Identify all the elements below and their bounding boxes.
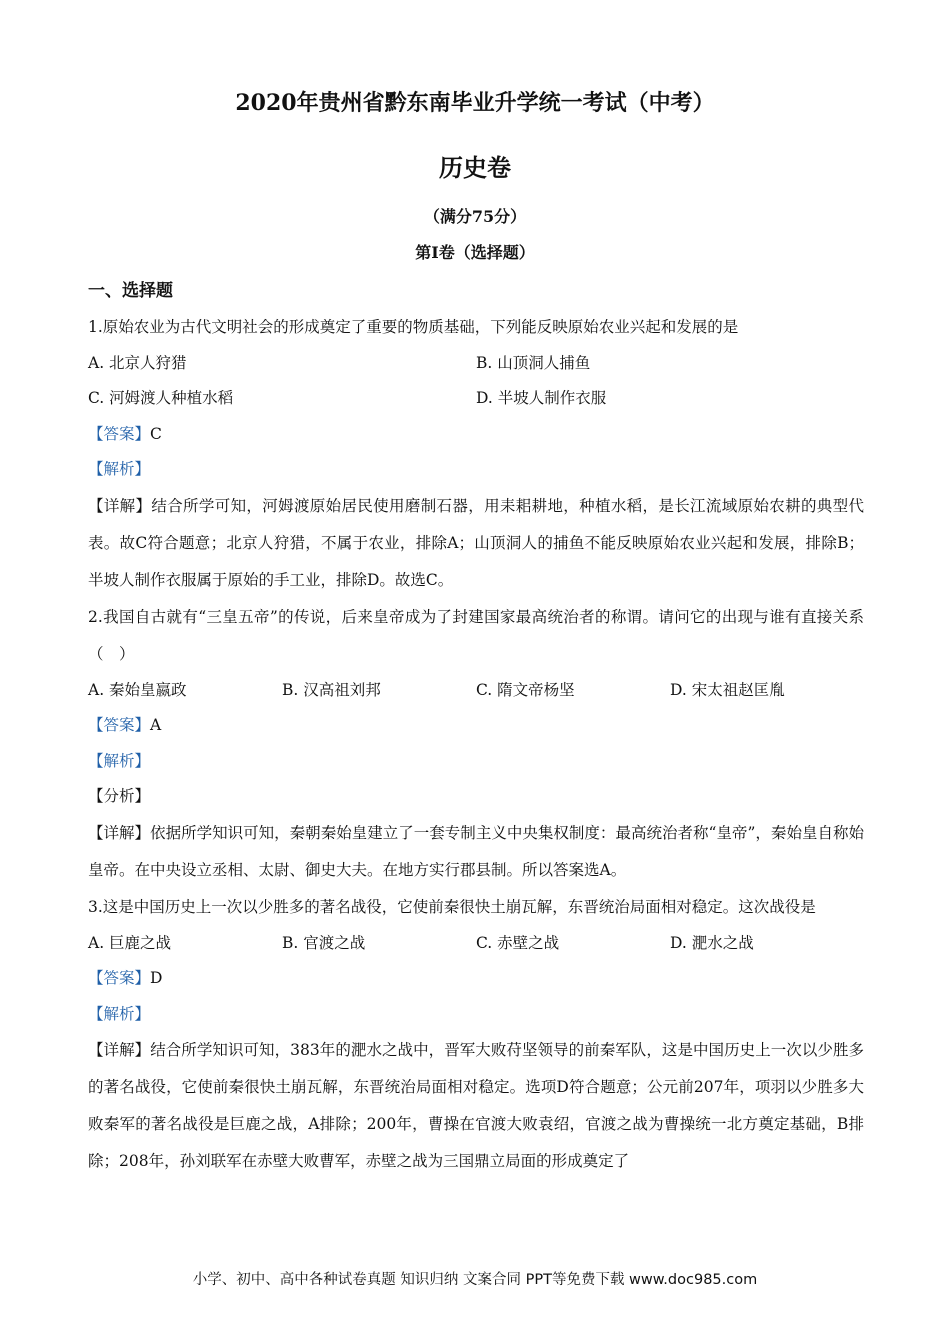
answer-tag: 【答案】 (88, 969, 151, 987)
answer-line (88, 417, 864, 453)
option-c: C. 赤壁之战 (476, 933, 560, 952)
option-b: B. 山顶洞人捕鱼 (476, 353, 591, 372)
option-d: D. 宋太祖赵匡胤 (670, 680, 785, 699)
option-row (88, 381, 864, 417)
question-list (88, 310, 864, 1180)
question-3 (88, 889, 864, 1181)
section-title: 一、选择题 (88, 281, 173, 301)
detail-text: 【详解】依据所学知识可知，秦朝秦始皇建立了一套专制主义中央集权制度：最高统治者称“皇帝”，秦始皇自称始皇帝。在中央设立丞相、太尉、御史大夫。在地方实行郡县制。所以答案选A。 (88, 823, 864, 879)
question-stem: 3.这是中国历史上一次以少胜多的著名战役，它使前秦很快土崩瓦解，东晋统治局面相对稳定。这次战役是 (88, 897, 816, 916)
footer-text: 小学、初中、高中各种试卷真题 知识归纳 文案合同 PPT等免费下载 www.doc985.com (192, 1272, 758, 1288)
answer-value: A (150, 716, 162, 734)
option-c: C. 隋文帝杨坚 (476, 680, 575, 699)
option-c: C. 河姆渡人种植水稻 (88, 389, 234, 407)
answer-line (88, 961, 864, 997)
fenxi-tag: 【分析】 (88, 787, 151, 805)
detail-text: 【详解】结合所学可知，河姆渡原始居民使用磨制石器，用耒耜耕地，种植水稻，是长江流域原始农耕的典型代表。故C符合题意；北京人狩猎，不属于农业，排除A；山顶洞人的捕鱼不能反映原始农业兴起和发展，排除B；半坡人制作衣服属于原始的手工业，排除D。故选C。 (88, 496, 864, 589)
analysis-tag: 【解析】 (88, 460, 151, 478)
answer-value: D (150, 969, 163, 987)
option-b: B. 汉高祖刘邦 (282, 680, 381, 699)
answer-tag: 【答案】 (88, 716, 151, 734)
exam-part: 第Ⅰ卷（选择题） (415, 243, 535, 262)
option-a: A. 北京人狩猎 (88, 353, 187, 372)
question-2 (88, 599, 864, 889)
option-row (88, 673, 864, 709)
option-row (88, 346, 864, 382)
question-1 (88, 310, 864, 599)
detail-text: 【详解】结合所学知识可知，383年的淝水之战中，晋军大败苻坚领导的前秦军队，这是中国历史上一次以少胜多的著名战役，它使前秦很快土崩瓦解，东晋统治局面相对稳定。选项D符合题意；公元前207年，项羽以少胜多大败秦军的著名战役是巨鹿之战，A排除；200年，曹操在官渡大败袁绍，官渡之战为曹操统一北方奠定基础，B排除；208年，孙刘联军在赤壁大败曹军，赤壁之战为三国鼎立局面的形成奠定了 (88, 1041, 864, 1170)
option-a: A. 秦始皇嬴政 (88, 680, 187, 699)
analysis-tag: 【解析】 (88, 751, 151, 770)
answer-line (88, 708, 864, 744)
analysis-tag: 【解析】 (88, 1004, 151, 1023)
answer-tag: 【答案】 (88, 424, 151, 443)
question-stem: 1.原始农业为古代文明社会的形成奠定了重要的物质基础，下列能反映原始农业兴起和发展的是 (88, 318, 739, 336)
exam-score: （满分75分） (423, 207, 527, 226)
question-stem: 2.我国自古就有“三皇五帝”的传说，后来皇帝成为了封建国家最高统治者的称谓。请问它的出现与谁有直接关系（ ） (88, 607, 864, 663)
option-d: D. 淝水之战 (670, 933, 754, 952)
option-a: A. 巨鹿之战 (88, 933, 172, 952)
exam-subject: 历史卷 (439, 153, 511, 182)
exam-title: 2020年贵州省黔东南毕业升学统一考试（中考） (235, 90, 715, 116)
option-row (88, 926, 864, 962)
option-b: B. 官渡之战 (282, 933, 366, 952)
option-d: D. 半坡人制作衣服 (476, 389, 607, 407)
answer-value: C (150, 424, 162, 443)
